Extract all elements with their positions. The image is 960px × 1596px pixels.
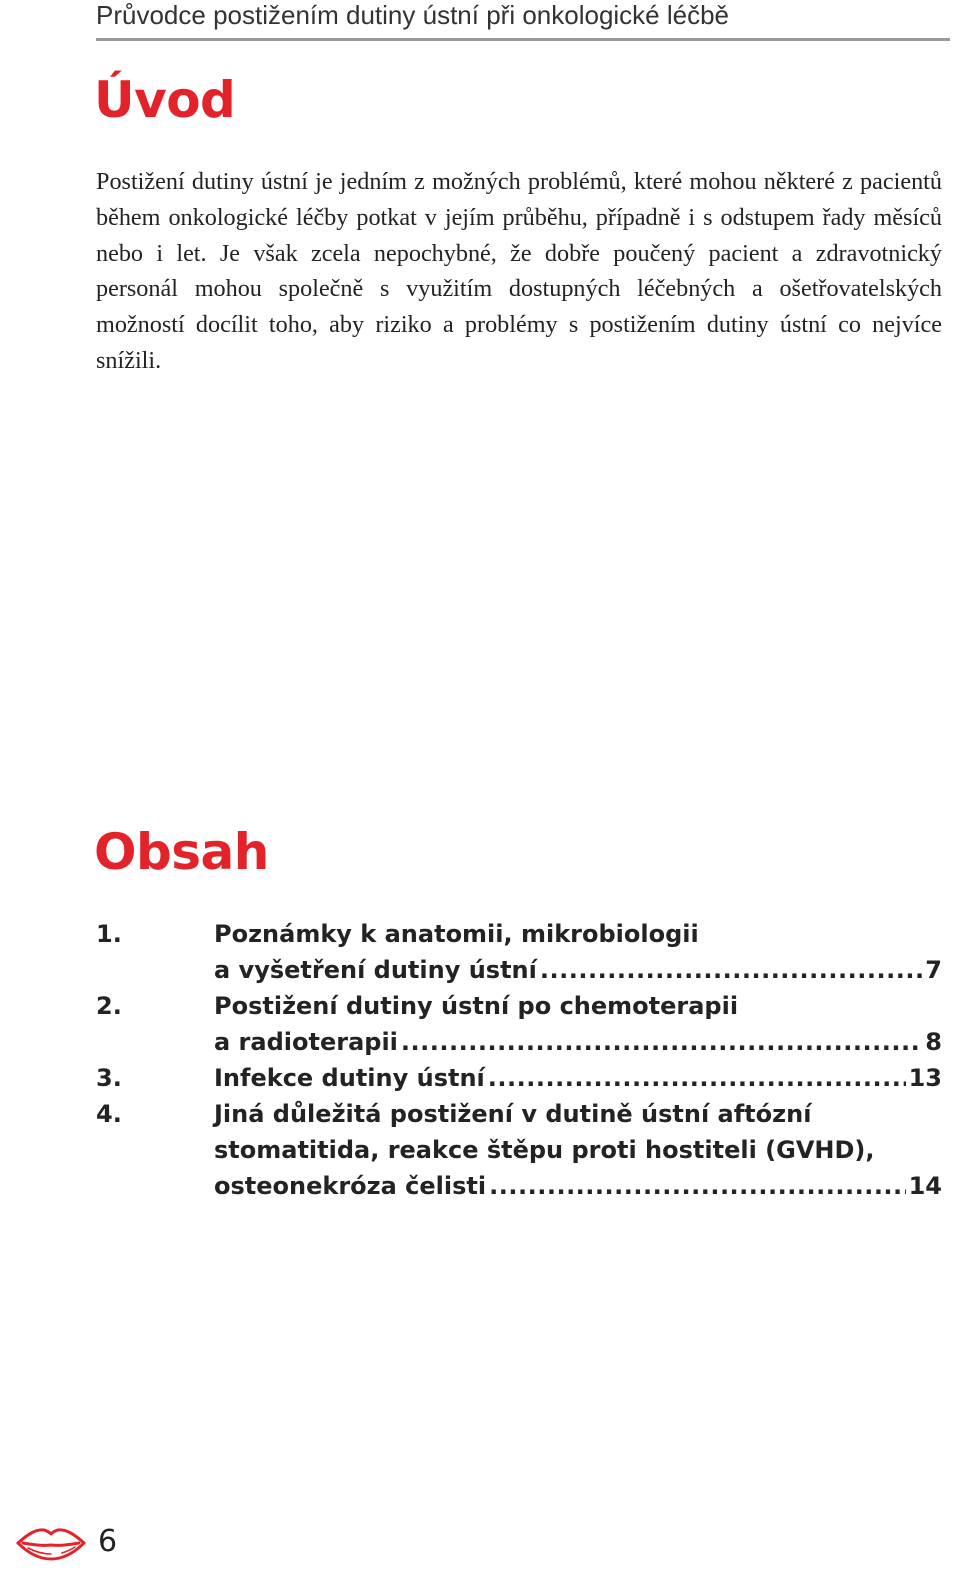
toc-item[interactable] bbox=[96, 916, 942, 988]
toc-item[interactable] bbox=[96, 988, 942, 1060]
toc-item-line: a radioterapii bbox=[214, 1028, 398, 1056]
intro-paragraph: Postižení dutiny ústní je jedním z možných problémů, které mohou některé z pacientů během onkologické léčby potkat v jejím průběhu, případně i s odstupem řady měsíců nebo i let. Je však zcela nepochybné, že dobře poučený pacient a zdravotnický personál mohou společně s využitím dostupných léčebných a ošetřovatelských možností docílit toho, aby riziko a problémy s postižením dutiny ústní co nejvíce snížili. bbox=[96, 168, 942, 374]
toc-item-line: a vyšetření dutiny ústní bbox=[214, 956, 537, 984]
toc-item-text bbox=[214, 916, 942, 988]
dot-leader bbox=[489, 1168, 905, 1204]
toc-title: Obsah bbox=[94, 823, 269, 881]
running-head: Průvodce postižením dutiny ústní při onkologické léčbě bbox=[96, 0, 730, 30]
intro-title: Úvod bbox=[94, 71, 236, 129]
lips-icon bbox=[14, 1520, 88, 1564]
toc-item-text bbox=[214, 1096, 942, 1204]
toc-item-line: osteonekróza čelisti bbox=[214, 1172, 487, 1200]
toc-item-line: Jiná důležitá postižení v dutině ústní aftózní bbox=[214, 1100, 812, 1128]
toc-item-page: 8 bbox=[925, 1028, 942, 1056]
toc-item-page: 7 bbox=[925, 956, 942, 984]
toc-item[interactable] bbox=[96, 1060, 942, 1096]
table-of-contents bbox=[96, 916, 942, 1204]
toc-item-last-line bbox=[214, 1060, 942, 1096]
toc-item-line: stomatitida, reakce štěpu proti hostiteli (GVHD), bbox=[214, 1136, 875, 1164]
toc-item-last-line bbox=[214, 1024, 942, 1060]
toc-item-line: Infekce dutiny ústní bbox=[214, 1064, 485, 1092]
toc-item-number: 4. bbox=[96, 1100, 122, 1128]
toc-item-line: Postižení dutiny ústní po chemoterapii bbox=[214, 992, 739, 1020]
toc-item-text bbox=[214, 988, 942, 1060]
page-number: 6 bbox=[98, 1524, 118, 1559]
dot-leader bbox=[488, 1060, 906, 1096]
dot-leader bbox=[540, 952, 922, 988]
dot-leader bbox=[401, 1024, 922, 1060]
toc-item-text bbox=[214, 1060, 942, 1096]
toc-item-last-line bbox=[214, 952, 942, 988]
toc-item-page: 14 bbox=[908, 1172, 942, 1200]
toc-item-number: 3. bbox=[96, 1064, 122, 1092]
toc-item[interactable] bbox=[96, 1096, 942, 1204]
toc-item-line: Poznámky k anatomii, mikrobiologii bbox=[214, 920, 699, 948]
toc-item-number: 2. bbox=[96, 992, 122, 1020]
toc-item-number: 1. bbox=[96, 920, 122, 948]
header-rule bbox=[96, 38, 950, 41]
toc-item-last-line bbox=[214, 1168, 942, 1204]
toc-item-page: 13 bbox=[908, 1064, 942, 1092]
